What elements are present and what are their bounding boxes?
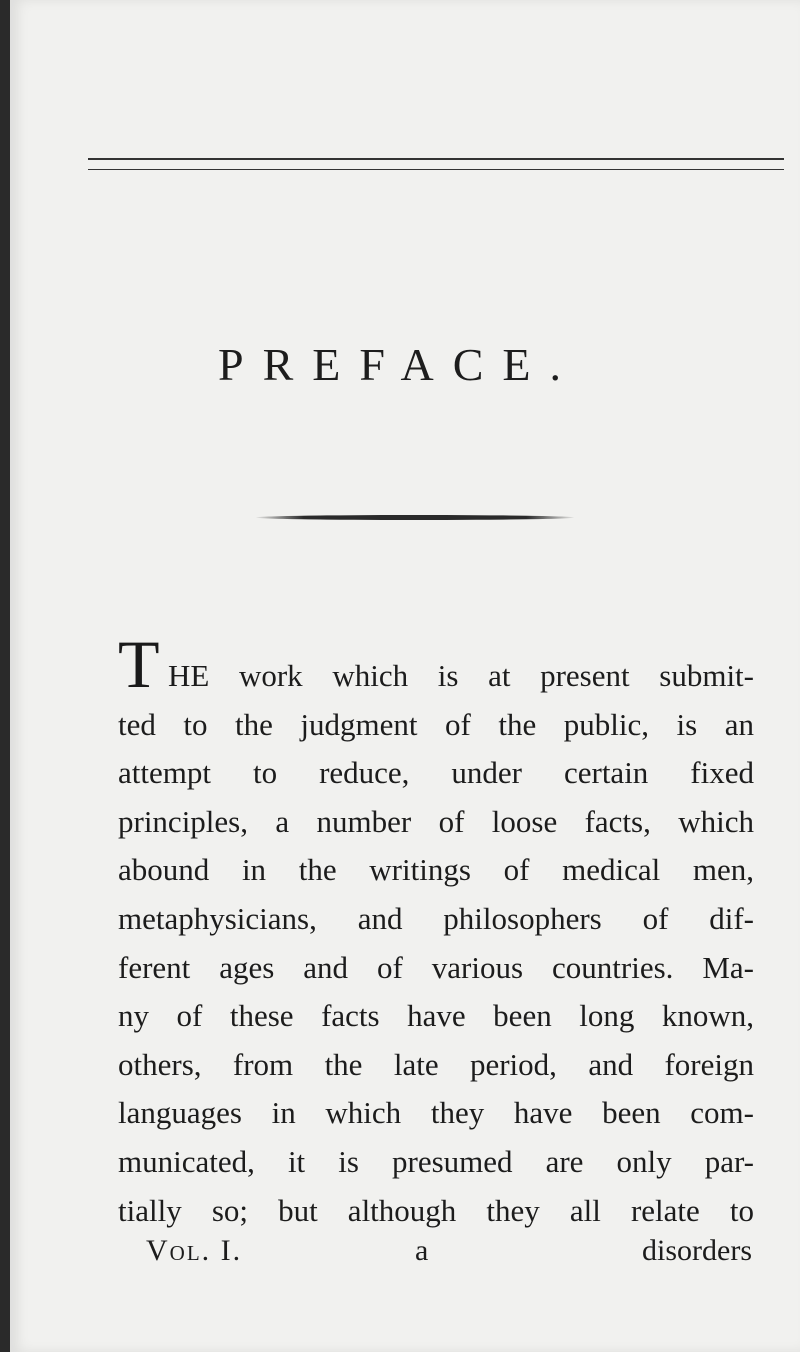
- body-line: abound in the writings of medical men,: [118, 852, 754, 888]
- title-rule: [256, 515, 574, 520]
- body-line: others, from the late period, and foreign: [118, 1046, 754, 1082]
- body-line: ferent ages and of various countries. Ma-: [118, 949, 754, 985]
- body-line: attempt to reduce, under certain fixed: [118, 755, 754, 791]
- header-rule-bottom: [88, 169, 784, 170]
- signature-mark: Vol. I.: [146, 1234, 243, 1267]
- body-text: [118, 701, 754, 1236]
- body-line: metaphysicians, and philosophers of dif-: [118, 900, 754, 936]
- body-line: tially so; but although they all relate to: [118, 1192, 754, 1228]
- book-page: [10, 0, 800, 1352]
- body-line: municated, it is presumed are only par-: [118, 1143, 754, 1179]
- body-first-line: HE work which is at present submit-: [168, 658, 754, 693]
- body-line: ny of these facts have been long known,: [118, 998, 754, 1034]
- page-title: PREFACE.: [218, 339, 581, 390]
- catchword: disorders: [642, 1234, 752, 1267]
- header-rule-top: [88, 158, 784, 160]
- gathering-letter: a: [415, 1234, 429, 1267]
- body-line: principles, a number of loose facts, which: [118, 803, 754, 839]
- body-line: languages in which they have been com-: [118, 1095, 754, 1131]
- body-line: ted to the judgment of the public, is an: [118, 706, 754, 742]
- drop-cap: T: [118, 626, 160, 702]
